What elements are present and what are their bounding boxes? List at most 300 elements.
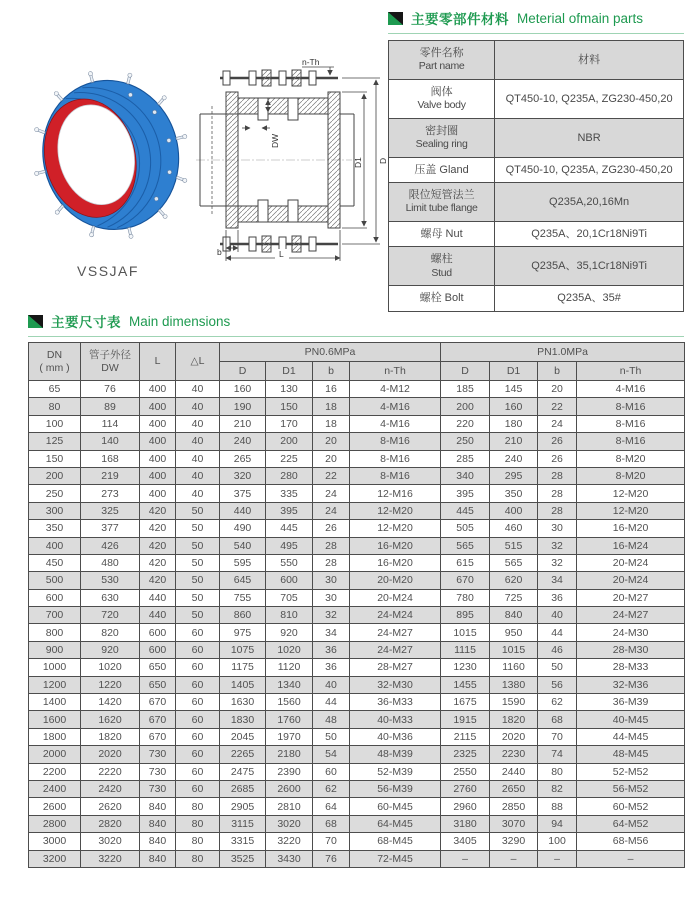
dimension-cell: 24 xyxy=(313,485,350,502)
dimension-cell: 60 xyxy=(176,694,220,711)
dimension-cell: 3000 xyxy=(29,833,81,850)
dimension-cell: 395 xyxy=(441,485,490,502)
dimension-cell: 28-M30 xyxy=(577,641,685,658)
dimension-cell: 4-M16 xyxy=(577,381,685,398)
dimension-row xyxy=(29,589,685,606)
dimension-cell: 60 xyxy=(176,746,220,763)
dimension-cell: – xyxy=(538,850,577,867)
dimension-cell: 68-M45 xyxy=(350,833,441,850)
dimension-cell: 54 xyxy=(313,746,350,763)
dimension-cell: 4-M12 xyxy=(350,381,441,398)
dimension-cell: 62 xyxy=(313,780,350,797)
dimension-cell: 285 xyxy=(441,450,490,467)
dimension-cell: 76 xyxy=(313,850,350,867)
dimension-cell: 3070 xyxy=(490,815,538,832)
dimension-cell: 160 xyxy=(220,381,266,398)
dimension-cell: 30 xyxy=(313,589,350,606)
dimension-cell: 30 xyxy=(313,572,350,589)
dimension-cell: 350 xyxy=(490,485,538,502)
dimension-cell: 1600 xyxy=(29,711,81,728)
dimension-cell: 2220 xyxy=(81,763,140,780)
dimension-cell: 60 xyxy=(176,711,220,728)
dimension-cell: 840 xyxy=(140,798,176,815)
dl-column-header: △L xyxy=(176,343,220,381)
dimension-cell: 20-M24 xyxy=(350,589,441,606)
dimension-cell: 400 xyxy=(140,450,176,467)
dimension-row xyxy=(29,728,685,745)
dimension-cell: 2230 xyxy=(490,746,538,763)
dimensions-header-row-1 xyxy=(29,343,685,362)
dimension-cell: 840 xyxy=(490,607,538,624)
dimension-cell: 20 xyxy=(538,381,577,398)
dimension-cell: 600 xyxy=(29,589,81,606)
dimension-cell: 170 xyxy=(266,415,313,432)
dimension-cell: 28 xyxy=(313,554,350,571)
material-cell: Q235A、35,1Cr18Ni9Ti xyxy=(495,247,684,286)
dimension-cell: 18 xyxy=(313,398,350,415)
dimension-cell: 2265 xyxy=(220,746,266,763)
dimension-cell: 440 xyxy=(220,502,266,519)
dimension-cell: 100 xyxy=(29,415,81,432)
dimension-cell: 40 xyxy=(176,398,220,415)
dimension-cell: 40 xyxy=(176,467,220,484)
dimension-row xyxy=(29,659,685,676)
dimension-cell: 2020 xyxy=(81,746,140,763)
dimension-cell: 32 xyxy=(538,537,577,554)
dimension-cell: 3290 xyxy=(490,833,538,850)
dim-label-l: L xyxy=(279,249,284,259)
dimension-cell: 320 xyxy=(220,467,266,484)
dimension-cell: 44 xyxy=(538,624,577,641)
dimension-cell: 440 xyxy=(140,589,176,606)
dimension-cell: 1230 xyxy=(441,659,490,676)
dimension-cell: 1015 xyxy=(441,624,490,641)
dimension-cell: 650 xyxy=(140,659,176,676)
material-row xyxy=(389,286,684,311)
dimension-cell: 1015 xyxy=(490,641,538,658)
dimension-cell: 60-M45 xyxy=(350,798,441,815)
dimension-cell: – xyxy=(441,850,490,867)
dimension-cell: 1075 xyxy=(220,641,266,658)
dimension-cell: 1760 xyxy=(266,711,313,728)
dimension-cell: 12-M20 xyxy=(577,485,685,502)
dimension-cell: 2020 xyxy=(490,728,538,745)
dimension-cell: 530 xyxy=(81,572,140,589)
dimension-cell: 12-M20 xyxy=(350,502,441,519)
dimension-cell: 2800 xyxy=(29,815,81,832)
dimension-cell: 68 xyxy=(313,815,350,832)
dimension-cell: 20-M27 xyxy=(577,589,685,606)
dimension-cell: 2475 xyxy=(220,763,266,780)
dimension-cell: 16-M20 xyxy=(350,554,441,571)
dimension-cell: 32 xyxy=(313,607,350,624)
dimension-cell: 80 xyxy=(176,833,220,850)
dimension-cell: 400 xyxy=(29,537,81,554)
dimension-cell: 220 xyxy=(441,415,490,432)
l-column-header: L xyxy=(140,343,176,381)
dimension-cell: 2620 xyxy=(81,798,140,815)
dimension-cell: 420 xyxy=(140,502,176,519)
dimension-row xyxy=(29,520,685,537)
dimension-cell: – xyxy=(577,850,685,867)
dimension-cell: 400 xyxy=(140,398,176,415)
dimension-cell: 2550 xyxy=(441,763,490,780)
dimension-cell: 445 xyxy=(441,502,490,519)
dimension-cell: 1820 xyxy=(81,728,140,745)
dimensions-title-zh: 主要尺寸表 xyxy=(51,315,121,330)
dimension-cell: 180 xyxy=(490,415,538,432)
dimension-cell: 12-M20 xyxy=(577,502,685,519)
dimension-cell: 36-M33 xyxy=(350,694,441,711)
dimension-cell: 150 xyxy=(29,450,81,467)
material-row xyxy=(389,79,684,118)
dimension-cell: 3525 xyxy=(220,850,266,867)
dimension-cell: 895 xyxy=(441,607,490,624)
dimension-row xyxy=(29,815,685,832)
dimension-cell: 34 xyxy=(313,624,350,641)
dimension-cell: 1380 xyxy=(490,676,538,693)
part-name-cell: 压盖 Gland xyxy=(389,157,495,182)
dimension-cell: 40 xyxy=(176,485,220,502)
dimension-cell: 565 xyxy=(490,554,538,571)
dimension-cell: 168 xyxy=(81,450,140,467)
dn-column-header: DN ( mm ) xyxy=(29,343,81,381)
dimension-cell: 185 xyxy=(441,381,490,398)
dimension-cell: 62 xyxy=(538,694,577,711)
dimension-cell: 20-M24 xyxy=(577,554,685,571)
dimension-cell: 755 xyxy=(220,589,266,606)
dimension-cell: 50 xyxy=(176,554,220,571)
dimension-cell: 3020 xyxy=(81,833,140,850)
dimension-cell: 24-M27 xyxy=(350,624,441,641)
dimension-cell: 70 xyxy=(313,833,350,850)
dimension-cell: 440 xyxy=(140,607,176,624)
dimension-cell: 395 xyxy=(266,502,313,519)
dimension-cell: 68-M56 xyxy=(577,833,685,850)
dimension-cell: 820 xyxy=(81,624,140,641)
dimension-cell: 670 xyxy=(140,711,176,728)
dimension-cell: 1970 xyxy=(266,728,313,745)
dimension-cell: 16-M20 xyxy=(350,537,441,554)
d-column-header: D xyxy=(441,362,490,381)
dimension-cell: 89 xyxy=(81,398,140,415)
dimension-cell: 730 xyxy=(140,763,176,780)
dimension-cell: 490 xyxy=(220,520,266,537)
dim-label-d1: D1 xyxy=(353,157,363,168)
dimension-row xyxy=(29,537,685,554)
dimension-cell: 700 xyxy=(29,607,81,624)
dim-label-d: D xyxy=(378,157,388,164)
dimension-cell: 2400 xyxy=(29,780,81,797)
dimension-cell: 18 xyxy=(313,415,350,432)
dimension-row xyxy=(29,607,685,624)
dimension-cell: 50 xyxy=(176,572,220,589)
dimension-cell: 28 xyxy=(313,537,350,554)
material-cell: Q235A、20,1Cr18Ni9Ti xyxy=(495,222,684,247)
dimension-cell: 8-M16 xyxy=(350,467,441,484)
dimension-cell: 16 xyxy=(313,381,350,398)
dimension-cell: 1160 xyxy=(490,659,538,676)
dimension-cell: 48-M39 xyxy=(350,746,441,763)
dimension-cell: 1120 xyxy=(266,659,313,676)
dimension-cell: 145 xyxy=(490,381,538,398)
dimension-cell: 860 xyxy=(220,607,266,624)
dimension-row xyxy=(29,572,685,589)
dimension-cell: 400 xyxy=(140,485,176,502)
dimension-cell: 250 xyxy=(441,433,490,450)
dimension-cell: 540 xyxy=(220,537,266,554)
material-cell: QT450-10, Q235A, ZG230-450,20 xyxy=(495,79,684,118)
dimension-cell: 325 xyxy=(81,502,140,519)
dimension-cell: 72-M45 xyxy=(350,850,441,867)
dimension-cell: 40-M36 xyxy=(350,728,441,745)
dimension-cell: 8-M20 xyxy=(577,467,685,484)
dimension-cell: 24-M27 xyxy=(350,641,441,658)
dimension-cell: 1405 xyxy=(220,676,266,693)
product-model-label: VSSJAF xyxy=(77,263,139,279)
dimension-cell: 780 xyxy=(441,589,490,606)
dimension-cell: 620 xyxy=(490,572,538,589)
dimension-cell: 60 xyxy=(313,763,350,780)
dimension-cell: 200 xyxy=(29,467,81,484)
dimension-cell: 8-M20 xyxy=(577,450,685,467)
dimension-cell: 240 xyxy=(220,433,266,450)
dimension-cell: 1115 xyxy=(441,641,490,658)
dimension-row xyxy=(29,450,685,467)
dimension-cell: 3220 xyxy=(81,850,140,867)
material-row xyxy=(389,247,684,286)
dimension-cell: 40-M45 xyxy=(577,711,685,728)
dimension-cell: 40 xyxy=(176,415,220,432)
dimension-cell: 56-M39 xyxy=(350,780,441,797)
dimension-cell: 60-M52 xyxy=(577,798,685,815)
pn06-group-header: PN0.6MPa xyxy=(220,343,441,362)
material-cell: NBR xyxy=(495,118,684,157)
dimension-cell: 22 xyxy=(538,398,577,415)
dimension-cell: 1560 xyxy=(266,694,313,711)
part-name-cell: 螺柱 Stud xyxy=(389,247,495,286)
dimension-cell: 32 xyxy=(538,554,577,571)
dimension-cell: 24-M27 xyxy=(577,607,685,624)
dimension-cell: 8-M16 xyxy=(577,415,685,432)
dimension-cell: 3020 xyxy=(266,815,313,832)
dimension-cell: 28-M27 xyxy=(350,659,441,676)
material-row xyxy=(389,118,684,157)
section-marker-icon xyxy=(388,12,403,25)
dimensions-section xyxy=(28,311,684,868)
dimension-cell: 420 xyxy=(140,572,176,589)
dimension-cell: 200 xyxy=(266,433,313,450)
dimension-cell: 8-M16 xyxy=(350,450,441,467)
dimension-cell: 24 xyxy=(538,415,577,432)
dimension-cell: 24 xyxy=(313,502,350,519)
part-name-cell: 螺栓 Bolt xyxy=(389,286,495,311)
dimension-cell: 40 xyxy=(176,433,220,450)
dimension-cell: 2760 xyxy=(441,780,490,797)
dimension-cell: 80 xyxy=(538,763,577,780)
dimension-cell: 600 xyxy=(266,572,313,589)
dimension-cell: 219 xyxy=(81,467,140,484)
dimension-cell: 60 xyxy=(176,780,220,797)
material-row xyxy=(389,222,684,247)
dimension-cell: 50 xyxy=(176,520,220,537)
dimension-cell: 4-M16 xyxy=(350,415,441,432)
dimension-cell: 550 xyxy=(266,554,313,571)
dimension-cell: 1830 xyxy=(220,711,266,728)
dimension-cell: 2440 xyxy=(490,763,538,780)
d1-column-header: D1 xyxy=(490,362,538,381)
dimension-cell: 12-M16 xyxy=(350,485,441,502)
dimension-cell: 36 xyxy=(313,641,350,658)
dimension-cell: 1400 xyxy=(29,694,81,711)
dimension-cell: 2905 xyxy=(220,798,266,815)
dimension-row xyxy=(29,641,685,658)
dimension-cell: 2200 xyxy=(29,763,81,780)
dimension-cell: 82 xyxy=(538,780,577,797)
material-header: 材料 xyxy=(495,41,684,80)
dimension-cell: 40 xyxy=(313,676,350,693)
dimension-cell: 1000 xyxy=(29,659,81,676)
dimension-cell: 515 xyxy=(490,537,538,554)
coupling-product-illustration xyxy=(27,62,189,254)
dimension-cell: 46 xyxy=(538,641,577,658)
dimension-cell: 64-M52 xyxy=(577,815,685,832)
dimension-row xyxy=(29,381,685,398)
dimension-cell: 705 xyxy=(266,589,313,606)
dimension-row xyxy=(29,763,685,780)
dimension-cell: 730 xyxy=(140,746,176,763)
dimension-cell: 200 xyxy=(441,398,490,415)
d-column-header: D xyxy=(220,362,266,381)
dimension-cell: 400 xyxy=(140,381,176,398)
dimension-cell: 670 xyxy=(140,728,176,745)
dimension-cell: 2650 xyxy=(490,780,538,797)
dimension-cell: 32-M30 xyxy=(350,676,441,693)
dimension-cell: 1020 xyxy=(266,641,313,658)
dimension-row xyxy=(29,676,685,693)
dimension-row xyxy=(29,780,685,797)
dimension-cell: 34 xyxy=(538,572,577,589)
dimension-row xyxy=(29,711,685,728)
dimension-cell: 28 xyxy=(538,485,577,502)
dimension-cell: 16-M20 xyxy=(577,520,685,537)
materials-title-zh: 主要零部件材料 xyxy=(411,12,509,27)
dimension-cell: 60 xyxy=(176,624,220,641)
dimension-cell: 1175 xyxy=(220,659,266,676)
dimension-cell: 36 xyxy=(313,659,350,676)
dimension-cell: 40-M33 xyxy=(350,711,441,728)
dimension-cell: 920 xyxy=(266,624,313,641)
dimension-cell: 670 xyxy=(441,572,490,589)
dimension-cell: 460 xyxy=(490,520,538,537)
dimension-cell: 265 xyxy=(220,450,266,467)
dimension-row xyxy=(29,746,685,763)
dimension-cell: 210 xyxy=(220,415,266,432)
dimension-cell: 335 xyxy=(266,485,313,502)
b-column-header: b xyxy=(313,362,350,381)
dimension-cell: 160 xyxy=(490,398,538,415)
b-column-header: b xyxy=(538,362,577,381)
dimension-cell: 2420 xyxy=(81,780,140,797)
dimension-cell: 80 xyxy=(29,398,81,415)
dimension-cell: 810 xyxy=(266,607,313,624)
dimension-cell: 64-M45 xyxy=(350,815,441,832)
dimension-cell: 615 xyxy=(441,554,490,571)
dimension-cell: 30 xyxy=(538,520,577,537)
dimension-cell: 50 xyxy=(176,589,220,606)
dimension-row xyxy=(29,554,685,571)
dimension-cell: 24-M24 xyxy=(350,607,441,624)
dimension-cell: 3180 xyxy=(441,815,490,832)
dim-label-b: b xyxy=(217,247,222,257)
dimension-cell: 40 xyxy=(538,607,577,624)
dimension-cell: 1675 xyxy=(441,694,490,711)
dimension-row xyxy=(29,833,685,850)
dimension-cell: 26 xyxy=(538,433,577,450)
part-name-cell: 密封圈 Sealing ring xyxy=(389,118,495,157)
dimension-cell: 300 xyxy=(29,502,81,519)
dimension-cell: 1340 xyxy=(266,676,313,693)
dimension-cell: 340 xyxy=(441,467,490,484)
dimension-cell: 950 xyxy=(490,624,538,641)
dimension-row xyxy=(29,398,685,415)
dimension-cell: 840 xyxy=(140,850,176,867)
dimension-cell: 645 xyxy=(220,572,266,589)
dimension-cell: 1620 xyxy=(81,711,140,728)
dimension-cell: 48 xyxy=(313,711,350,728)
dimension-cell: 76 xyxy=(81,381,140,398)
material-cell: Q235A,20,16Mn xyxy=(495,183,684,222)
material-cell: QT450-10, Q235A, ZG230-450,20 xyxy=(495,157,684,182)
dimension-cell: 44-M45 xyxy=(577,728,685,745)
dimension-cell: 40 xyxy=(176,381,220,398)
dimension-cell: 3430 xyxy=(266,850,313,867)
dimension-cell: 400 xyxy=(140,467,176,484)
dimension-cell: 500 xyxy=(29,572,81,589)
dimension-cell: 1455 xyxy=(441,676,490,693)
dimension-cell: 900 xyxy=(29,641,81,658)
dimension-cell: 720 xyxy=(81,607,140,624)
dimension-cell: 70 xyxy=(538,728,577,745)
dimension-cell: 36-M39 xyxy=(577,694,685,711)
dimension-cell: 1915 xyxy=(441,711,490,728)
dimension-cell: 2600 xyxy=(29,798,81,815)
materials-section xyxy=(388,8,684,312)
dimension-cell: 595 xyxy=(220,554,266,571)
dimension-cell: 730 xyxy=(140,780,176,797)
dimension-cell: 1220 xyxy=(81,676,140,693)
dimension-cell: 20-M24 xyxy=(577,572,685,589)
part-name-header: 零件名称 Part name xyxy=(389,41,495,80)
dimension-cell: 50 xyxy=(176,607,220,624)
dimension-cell: 60 xyxy=(176,659,220,676)
material-cell: Q235A、35# xyxy=(495,286,684,311)
dimension-cell: 16-M24 xyxy=(577,537,685,554)
dimension-cell: 250 xyxy=(29,485,81,502)
dimension-cell: 50 xyxy=(176,537,220,554)
dimension-cell: 80 xyxy=(176,815,220,832)
dimension-cell: 100 xyxy=(538,833,577,850)
dimension-cell: 450 xyxy=(29,554,81,571)
dimension-cell: 840 xyxy=(140,833,176,850)
dimension-cell: 2325 xyxy=(441,746,490,763)
dimension-row xyxy=(29,798,685,815)
dimension-cell: 60 xyxy=(176,763,220,780)
dimension-cell: 2960 xyxy=(441,798,490,815)
dimension-cell: 225 xyxy=(266,450,313,467)
dimension-cell: 350 xyxy=(29,520,81,537)
technical-drawing xyxy=(192,56,388,271)
